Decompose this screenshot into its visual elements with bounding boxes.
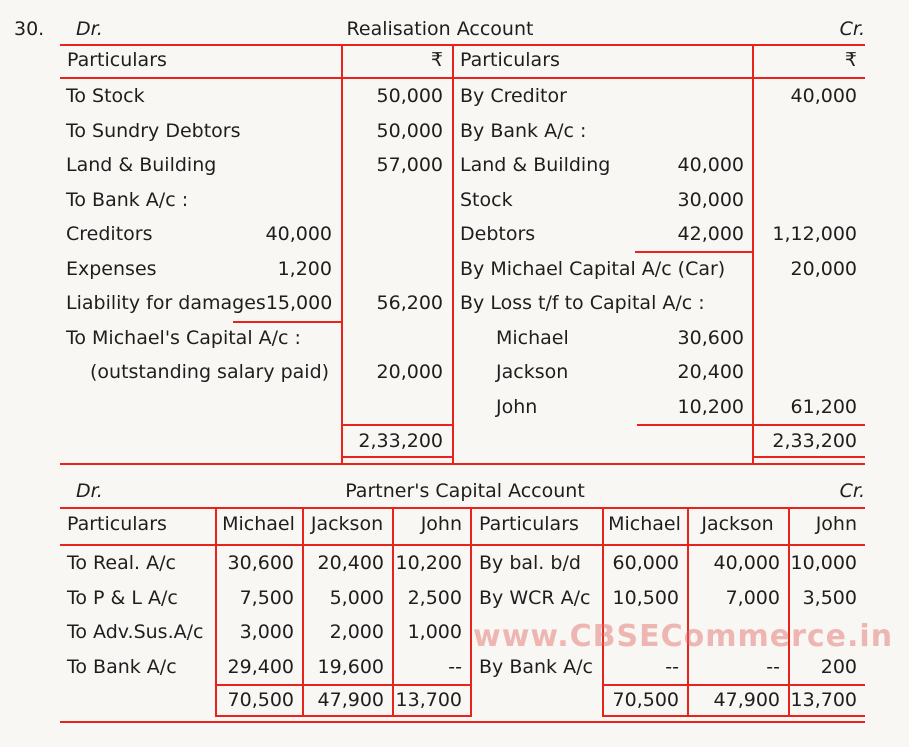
ledger-row	[60, 321, 452, 356]
particulars-text: Debtors	[460, 223, 536, 245]
amount: 3,000	[239, 621, 294, 643]
row-particulars	[452, 217, 752, 252]
ledger-row	[60, 546, 470, 581]
amount: --	[448, 655, 462, 678]
particulars-text: To Bank A/c :	[66, 188, 189, 211]
row-particulars	[452, 321, 752, 356]
amount: 50,000	[376, 119, 443, 142]
row-particulars: To P & L A/c	[67, 586, 178, 609]
ledger-row	[452, 252, 865, 287]
capital-debit-totals	[60, 685, 470, 716]
row-particulars	[452, 148, 752, 183]
particulars-text: Expenses	[66, 257, 157, 280]
particulars-text: Liability for damages	[66, 292, 266, 314]
row-particulars: By WCR A/c	[479, 586, 591, 609]
amount: 40,000	[713, 552, 780, 574]
particulars-text: By Bank A/c :	[460, 119, 587, 142]
amount: --	[665, 655, 679, 678]
ledger-row	[452, 355, 865, 390]
amount	[752, 286, 865, 321]
realisation-credit-rows	[452, 79, 865, 424]
particulars-text: Michael	[496, 326, 569, 349]
amount: 2,500	[407, 586, 462, 609]
amount	[752, 148, 865, 183]
capital-cr-label: Cr.	[839, 480, 865, 502]
total-amount: 47,900	[317, 689, 384, 711]
ledger-row	[60, 286, 452, 321]
amount: 1,12,000	[772, 223, 857, 245]
sub-amount	[332, 390, 341, 425]
amount	[752, 114, 865, 149]
amount: 29,400	[227, 655, 294, 678]
amount	[341, 183, 452, 218]
question-number: 30.	[14, 18, 45, 40]
amount: 60,000	[612, 552, 679, 574]
particulars-text: Land & Building	[66, 154, 217, 176]
amount: 30,600	[227, 552, 294, 574]
row-particulars: To Adv.Sus.A/c	[67, 621, 204, 643]
watermark: www.CBSECommerce.in	[473, 619, 894, 654]
amount: 7,500	[239, 586, 294, 609]
row-particulars	[452, 114, 752, 149]
ledger-row	[60, 650, 470, 685]
total-amount: 13,700	[395, 689, 462, 711]
t2-credit-jackson-header: Jackson	[701, 513, 774, 535]
ledger-row	[452, 79, 865, 114]
row-particulars: To Real. A/c	[67, 552, 176, 574]
ledger-row	[60, 183, 452, 218]
sub-amount: 40,000	[677, 154, 744, 176]
t2-credit-john-header: John	[815, 513, 857, 535]
particulars-text: To Stock	[66, 85, 145, 107]
particulars-text: To Sundry Debtors	[66, 119, 241, 142]
sub-amount	[332, 183, 341, 218]
sub-amount	[332, 148, 341, 183]
capital-credit-rows	[470, 546, 865, 684]
row-particulars	[60, 217, 341, 252]
ledger-row	[60, 252, 452, 287]
sub-amount: 40,000	[265, 223, 332, 245]
amount: 19,600	[317, 655, 384, 678]
amount	[341, 252, 452, 287]
ledger-row	[60, 581, 470, 616]
sub-amount	[332, 355, 341, 390]
row-particulars	[60, 79, 341, 114]
row-particulars: By Bank A/c	[479, 655, 593, 678]
realisation-debit-total: 2,33,200	[358, 430, 443, 452]
ledger-row	[60, 114, 452, 149]
amount: 2,000	[329, 621, 384, 643]
ledger-row	[452, 114, 865, 149]
realisation-debit-rows	[60, 79, 452, 424]
totals-row	[470, 685, 865, 716]
particulars-text: (outstanding salary paid)	[90, 361, 330, 383]
ledger-row	[60, 615, 470, 650]
row-particulars	[60, 183, 341, 218]
amount: 50,000	[376, 85, 443, 107]
row-particulars	[60, 355, 341, 390]
t2-credit-particulars-header: Particulars	[479, 513, 579, 535]
particulars-text: John	[496, 395, 538, 418]
particulars-text: To Michael's Capital A/c :	[66, 326, 301, 349]
sub-amount	[332, 114, 341, 149]
total-amount: 70,500	[227, 689, 294, 711]
sub-amount	[744, 79, 752, 114]
row-particulars: By bal. b/d	[479, 552, 581, 574]
t1-credit-particulars-header: Particulars	[460, 49, 560, 71]
ledger-row	[60, 148, 452, 183]
capital-title: Partner's Capital Account	[345, 480, 585, 502]
amount: 61,200	[790, 395, 857, 418]
row-particulars	[60, 390, 341, 425]
realisation-credit-total: 2,33,200	[772, 430, 857, 452]
amount: 20,400	[317, 552, 384, 574]
sub-amount	[332, 321, 341, 356]
ledger-row	[60, 217, 452, 252]
ledger-row	[452, 217, 865, 252]
amount: 40,000	[790, 85, 857, 107]
realisation-dr-label: Dr.	[76, 18, 103, 40]
ledger-row	[60, 355, 452, 390]
amount: 200	[820, 655, 857, 678]
particulars-text: Creditors	[66, 223, 153, 245]
ledger-row	[452, 321, 865, 356]
row-particulars	[60, 148, 341, 183]
row-particulars: To Bank A/c	[67, 655, 177, 678]
sub-amount: 20,400	[677, 361, 744, 383]
amount: 10,500	[612, 586, 679, 609]
ledger-row	[60, 79, 452, 114]
t2-top-rule	[60, 507, 865, 509]
amount: 5,000	[329, 586, 384, 609]
row-particulars	[452, 355, 752, 390]
t2-debit-michael-header: Michael	[222, 513, 295, 535]
ledger-row	[470, 650, 865, 685]
amount: 3,500	[802, 586, 857, 609]
ledger-row	[452, 286, 865, 321]
amount: 1,000	[407, 621, 462, 643]
t2-bottom-rule	[60, 721, 865, 723]
sub-amount	[744, 252, 752, 287]
amount: 7,000	[725, 586, 780, 609]
ledger-row	[452, 390, 865, 425]
t2-credit-michael-header: Michael	[608, 513, 681, 535]
ledger-row	[60, 390, 452, 425]
row-particulars	[60, 114, 341, 149]
row-particulars	[452, 79, 752, 114]
totals-row	[60, 685, 470, 716]
particulars-text: Land & Building	[460, 154, 611, 176]
amount: 57,000	[376, 154, 443, 176]
ledger-row	[470, 546, 865, 581]
t1-top-rule	[60, 44, 865, 46]
row-particulars	[452, 390, 752, 425]
sub-amount: 15,000	[265, 292, 333, 314]
sub-amount: 10,200	[677, 395, 744, 418]
amount	[752, 183, 865, 218]
particulars-text: Jackson	[496, 361, 569, 383]
amount: 20,000	[376, 361, 443, 383]
particulars-text: By Creditor	[460, 85, 567, 107]
amount: 20,000	[790, 257, 857, 280]
t2-debit-jackson-header: Jackson	[310, 513, 384, 535]
t1-debit-rupee-header: ₹	[430, 49, 443, 71]
totals-spacer	[470, 685, 602, 716]
ledger-row	[452, 148, 865, 183]
ledger-row	[452, 183, 865, 218]
amount: --	[766, 655, 780, 678]
amount	[752, 321, 865, 356]
total-amount: 70,500	[612, 689, 679, 711]
amount	[341, 390, 452, 425]
sub-amount: 42,000	[677, 223, 744, 245]
sub-amount: 30,600	[677, 326, 744, 349]
row-particulars	[452, 252, 752, 287]
amount: 10,000	[790, 552, 857, 574]
amount	[752, 355, 865, 390]
amount: 10,200	[395, 552, 462, 574]
sub-amount	[332, 79, 341, 114]
particulars-text: By Michael Capital A/c (Car)	[460, 257, 726, 280]
t1-debit-particulars-header: Particulars	[67, 49, 167, 71]
amount: 56,200	[376, 292, 443, 314]
realisation-cr-label: Cr.	[839, 18, 865, 40]
sub-amount: 1,200	[277, 257, 332, 280]
realisation-title: Realisation Account	[346, 18, 534, 40]
capital-debit-rows	[60, 546, 470, 684]
capital-dr-label: Dr.	[76, 480, 103, 502]
capital-credit-totals	[470, 685, 865, 716]
row-particulars	[452, 183, 752, 218]
totals-spacer	[60, 685, 215, 716]
row-particulars	[60, 321, 341, 356]
amount	[341, 321, 452, 356]
total-amount: 13,700	[790, 689, 857, 711]
total-amount: 47,900	[713, 689, 780, 711]
particulars-text: By Loss t/f to Capital A/c :	[460, 292, 705, 314]
sub-amount	[744, 286, 752, 321]
row-particulars	[60, 286, 341, 321]
amount	[341, 217, 452, 252]
sub-amount: 30,000	[677, 188, 744, 211]
particulars-text: Stock	[460, 188, 513, 211]
row-particulars	[60, 252, 341, 287]
t2-debit-john-header: John	[420, 513, 462, 535]
t1-credit-rupee-header: ₹	[844, 49, 857, 71]
t2-debit-particulars-header: Particulars	[67, 513, 167, 535]
row-particulars	[452, 286, 752, 321]
ledger-row	[470, 581, 865, 616]
t1-bottom-rule	[60, 463, 865, 465]
sub-amount	[744, 114, 752, 149]
